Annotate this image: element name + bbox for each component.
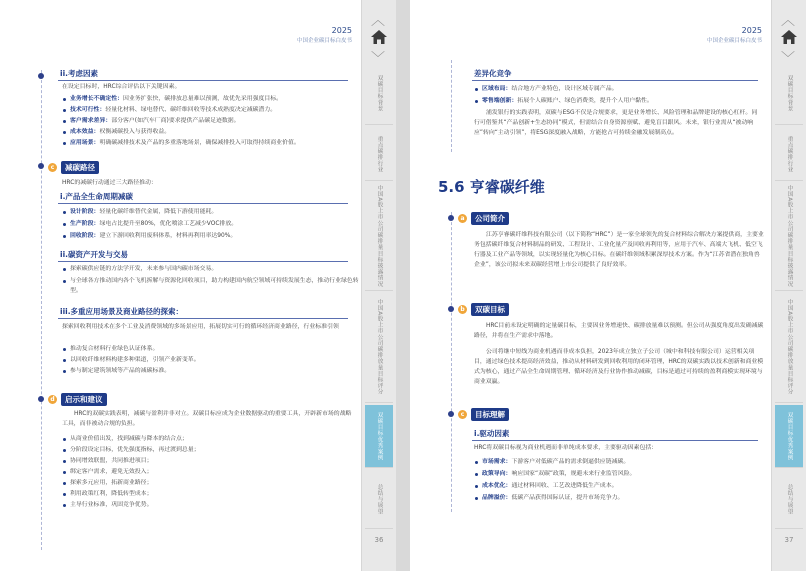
chapter-tab-label: 双碳目标优秀案例 bbox=[786, 411, 793, 461]
chapter-tab-label: 双碳目标优秀案例 bbox=[376, 411, 383, 461]
list-item: 探索碳供应链的方法学开发，未来参与国内碳市场交易。 bbox=[62, 264, 362, 274]
chapter-tab-label: 双碳目标背景 bbox=[786, 74, 793, 112]
list-item-key: 回收阶段： bbox=[70, 233, 100, 239]
section-header-a bbox=[458, 212, 509, 225]
list-item-text: 通过材料回收、工艺改进降低生产成本。 bbox=[511, 483, 618, 489]
chapter-tab-label: 中国A股上市公司碳排放量目标评分 bbox=[376, 299, 383, 395]
header-subtitle: 中国企业碳目标白皮书 bbox=[296, 38, 352, 44]
paragraph: HRC的减碳行动通过三大路径推动： bbox=[62, 180, 157, 186]
list-item bbox=[474, 493, 772, 503]
list-item bbox=[62, 116, 362, 126]
section-header-b bbox=[458, 303, 509, 316]
page-header bbox=[297, 26, 352, 44]
list-item bbox=[62, 105, 362, 115]
section-header-d bbox=[48, 393, 107, 406]
chapter-tab-label: 双碳目标背景 bbox=[376, 74, 383, 112]
list-item bbox=[62, 127, 362, 137]
section-label: 减碳路径 bbox=[61, 161, 99, 174]
paragraph: 在设定目标时，HRC综合评估以下关键因素。 bbox=[62, 84, 181, 90]
timeline-dot bbox=[38, 73, 44, 79]
list-item: 以回收纤维材料构建多种渠道，引领产业新变革。 bbox=[62, 355, 362, 365]
list-item-text: 明确碳减排技术及产品的多重落地场景，确保减排投入可取得持续商业价值。 bbox=[99, 140, 300, 146]
list-item-key: 设计阶段： bbox=[70, 209, 100, 215]
chapter-tab[interactable] bbox=[365, 292, 393, 403]
timeline-line bbox=[41, 70, 42, 550]
heading-underline bbox=[58, 318, 348, 319]
chapter-tab-label: 中国A股上市公司碳排量目标披露情况 bbox=[786, 185, 793, 287]
chevron-up-icon[interactable]: ︿ bbox=[781, 13, 795, 29]
list-item-key: 业务增长不确定性： bbox=[70, 96, 124, 102]
paragraph: 公司将继中短线为商业机遇而非成本负担，2023年成立独立子公司（城中和科技有限公司）运营相关项目，通过绿色技术提高经济效益，推动从材料研发到回收利用的闭环管理，HRC的双碳实践以技术创新和商业模式为核心，通过产品全生命周期管理、循环经济及行业协作推动减碳，目标是通过可持续的盈利商模实现环境与商业双赢。 bbox=[474, 349, 764, 385]
list-item bbox=[62, 138, 362, 148]
paragraph: 江苏亨睿碳纤维科技有限公司（以下简称“HRC”）是一家全球领先的复合材料综合解决方案提供商，主要业务包括碳纤维复合材料制品的研发、工程设计、工业化量产及回收再利用等，应用于汽车、高端大飞机、低空飞行器及工业产品等领域，以实现轻量化为核心目标。在碳纤维领域积累深厚技术方案。作为“江苏省潜在独角兽企业”，该公司拟未来双碳经营增上市公司提供了良好效率。 bbox=[474, 232, 764, 268]
chapter-tab-label: 重点碳排行业 bbox=[376, 135, 383, 173]
timeline-line bbox=[451, 212, 452, 512]
list-item bbox=[62, 94, 362, 104]
list-item-key: 市场需求： bbox=[482, 459, 512, 465]
page-header bbox=[707, 26, 762, 44]
list-item-text: 建立下游回收利用废料体系，材料再利用率达90%。 bbox=[99, 233, 237, 239]
paragraph: HRC将双碳目标视为商业机遇而非单纯成本要求，主要驱动因素包括： bbox=[474, 445, 658, 451]
timeline-dot bbox=[448, 306, 454, 312]
header-subtitle: 中国企业碳目标白皮书 bbox=[706, 38, 762, 44]
section-label: 公司简介 bbox=[471, 212, 509, 225]
chapter-tab[interactable] bbox=[365, 128, 393, 181]
paragraph: HRC的双碳实践表明，减碳与盈利并非对立。双碳目标应成为企业数据驱动的重要工具，开辟新市场的战略工具，而非被动合规的负担。 bbox=[62, 411, 352, 427]
heading-i: i.产品全生命周期减碳 bbox=[60, 192, 133, 201]
section-header-c bbox=[458, 408, 509, 421]
paragraph: HRC目前未设定明确的定量碳目标，主要因业务增速快、碳排放量难以预测。但公司从强度角度出发确减碳路径，并将在生产需求中落地。 bbox=[474, 323, 764, 339]
section-label: 目标理解 bbox=[471, 408, 509, 421]
chapter-tab[interactable] bbox=[365, 405, 393, 468]
chapter-tab[interactable] bbox=[365, 470, 393, 529]
heading-drivers: i.驱动因素 bbox=[474, 429, 510, 438]
home-icon[interactable] bbox=[370, 28, 388, 46]
chapter-tab-label: 总结与展望 bbox=[376, 483, 383, 515]
heading-differentiation: 差异化竞争 bbox=[474, 69, 512, 78]
heading-underline bbox=[472, 80, 758, 81]
heading-underline bbox=[472, 440, 758, 441]
section-d-icon: d bbox=[48, 395, 57, 404]
section-title: 5.6 亨睿碳纤维 bbox=[438, 178, 545, 196]
list-item: 绑定客户需求，避免无效投入； bbox=[62, 467, 362, 477]
heading-iii: iii.多重应用场景及商业路径的探索： bbox=[60, 307, 184, 316]
section-c-icon: c bbox=[48, 163, 57, 172]
list-item-text: 因业务扩张快，碳排放总量难以预测，故优先采用强度目标。 bbox=[123, 96, 283, 102]
list-item: 利用政策红利，降低转型成本； bbox=[62, 489, 362, 499]
left-page bbox=[0, 0, 396, 571]
chevron-down-icon[interactable]: ﹀ bbox=[781, 51, 795, 67]
chapter-tab[interactable] bbox=[775, 128, 803, 181]
chevron-down-icon[interactable]: ﹀ bbox=[371, 51, 385, 67]
list-item: 主导行业标准，巩固竞争优势。 bbox=[62, 500, 362, 510]
list-item bbox=[62, 207, 362, 217]
list-item bbox=[62, 231, 362, 241]
chapter-tab[interactable] bbox=[775, 182, 803, 291]
paragraph: 探索回收利用技术在多个工业及消费领域的多场景应用，拓展切实可行的循环经济商业路径，行业标准引领 bbox=[62, 324, 339, 330]
chapter-tab-label: 中国A股上市公司碳排量目标披露情况 bbox=[376, 185, 383, 287]
chapter-tab[interactable] bbox=[775, 292, 803, 403]
list-item-text: 权衡减碳投入与获得收益。 bbox=[99, 129, 171, 135]
list-item-key: 应用场景： bbox=[70, 140, 100, 146]
timeline-dot bbox=[38, 396, 44, 402]
heading-underline bbox=[58, 261, 348, 262]
page-number: 37 bbox=[784, 536, 794, 544]
list-item: 分阶段设定目标，优先强度指标，再过渡到总量； bbox=[62, 445, 362, 455]
section-b-icon: b bbox=[458, 305, 467, 314]
section-header-c bbox=[48, 161, 99, 174]
timeline-dot bbox=[38, 163, 44, 169]
section-a-icon: a bbox=[458, 214, 467, 223]
page-number: 36 bbox=[374, 536, 384, 544]
list-item-text: 绿电占比提升至80%，优化喷涂工艺减少VOC排放。 bbox=[99, 221, 238, 227]
list-item-key: 政策导向： bbox=[482, 471, 512, 477]
list-item-key: 客户需求差异： bbox=[70, 118, 112, 124]
timeline-line bbox=[451, 60, 452, 152]
chapter-tab-label: 总结与展望 bbox=[786, 483, 793, 515]
list-item bbox=[474, 96, 772, 106]
chapter-tab[interactable] bbox=[365, 62, 393, 125]
list-item-text: 响应国家“双碳”政策，规避未来行业监管风险。 bbox=[511, 471, 636, 477]
chapter-tab[interactable] bbox=[775, 405, 803, 468]
header-year: 2025 bbox=[741, 26, 762, 35]
chapter-tab[interactable] bbox=[365, 182, 393, 291]
chapter-tab[interactable] bbox=[775, 62, 803, 125]
list-item bbox=[474, 84, 772, 94]
list-item-key: 成本优化： bbox=[482, 483, 512, 489]
section-label: 双碳目标 bbox=[471, 303, 509, 316]
heading-underline bbox=[58, 80, 348, 81]
list-item-key: 区域布局： bbox=[482, 86, 512, 92]
list-item-key: 生产阶段： bbox=[70, 221, 100, 227]
list-item-key: 技术可行性： bbox=[70, 107, 106, 113]
right-page bbox=[410, 0, 806, 571]
list-item bbox=[474, 481, 772, 491]
list-item-text: 拓展个人碳账户、绿色消费类，提升个人用户黏性。 bbox=[517, 98, 653, 104]
list-item-key: 零售端创新： bbox=[482, 98, 518, 104]
list-item: 协同增效联盟，共同推进项目； bbox=[62, 456, 362, 466]
sidebar bbox=[771, 0, 806, 571]
list-item-text: 轻量化碳纤维替代金属，降低下游使用能耗。 bbox=[99, 209, 218, 215]
paragraph: 浦发银行的实践表明，双碳与ESG不仅是合规要求，更是业务增长、风险管理和品牌建设的核心杠杆。同行可借鉴其“产品创新+生态协同”模式，但需结合自身资源禀赋、避免盲目跟风。未来，银行业需从“被动响应”转向“主动引领”，将ESG深度融入战略，方能抢占可持续金融发展制高点。 bbox=[474, 110, 758, 136]
section-c-icon: c bbox=[458, 410, 467, 419]
chevron-up-icon[interactable]: ︿ bbox=[371, 13, 385, 29]
list-item bbox=[474, 469, 772, 479]
chapter-tab-label: 重点碳排行业 bbox=[786, 135, 793, 173]
list-item-text: 低碳产品获得国际认证，提升市场竞争力。 bbox=[511, 495, 624, 501]
list-item: 与全球各方推动国内各个飞机拆解与资源化回收项目，助力构建国内航空领域可持续发展生态，推动行业绿色转型。 bbox=[62, 276, 362, 296]
sidebar bbox=[361, 0, 396, 571]
home-icon[interactable] bbox=[780, 28, 798, 46]
section-label: 启示和建议 bbox=[61, 393, 107, 406]
heading-ii2: ii.碳资产开发与交易 bbox=[60, 250, 128, 259]
list-item-text: 下游客户对低碳产品的需求倒逼供应链减碳。 bbox=[511, 459, 630, 465]
list-item: 从商业价值出发，找到减碳与降本的结合点； bbox=[62, 434, 362, 444]
list-item bbox=[62, 219, 362, 229]
list-item: 参与制定建筑领域等产品的减碳标准。 bbox=[62, 366, 362, 376]
heading-underline bbox=[58, 203, 348, 204]
list-item bbox=[474, 457, 772, 467]
timeline-dot bbox=[448, 411, 454, 417]
list-item-text: 轻量化材料、绿电替代、碳纤维回收等技术成熟度决定减碳潜力。 bbox=[105, 107, 277, 113]
timeline-dot bbox=[448, 215, 454, 221]
chapter-tab[interactable] bbox=[775, 470, 803, 529]
chapter-tab-label: 中国A股上市公司碳排放量目标评分 bbox=[786, 299, 793, 395]
list-item-text: 部分客户(如汽车厂商)要求提供产品碳足迹数据。 bbox=[111, 118, 240, 124]
list-item-key: 成本效益： bbox=[70, 129, 100, 135]
list-item-key: 品牌溢价： bbox=[482, 495, 512, 501]
header-year: 2025 bbox=[331, 26, 352, 35]
list-item: 探索多元应用，拓新商业路径； bbox=[62, 478, 362, 488]
list-item-text: 结合地方产业特色，设计区域专属产品。 bbox=[511, 86, 618, 92]
list-item: 推动复合材料行业绿色认证体系。 bbox=[62, 344, 362, 354]
heading-ii: ii.考虑因素 bbox=[60, 69, 98, 78]
